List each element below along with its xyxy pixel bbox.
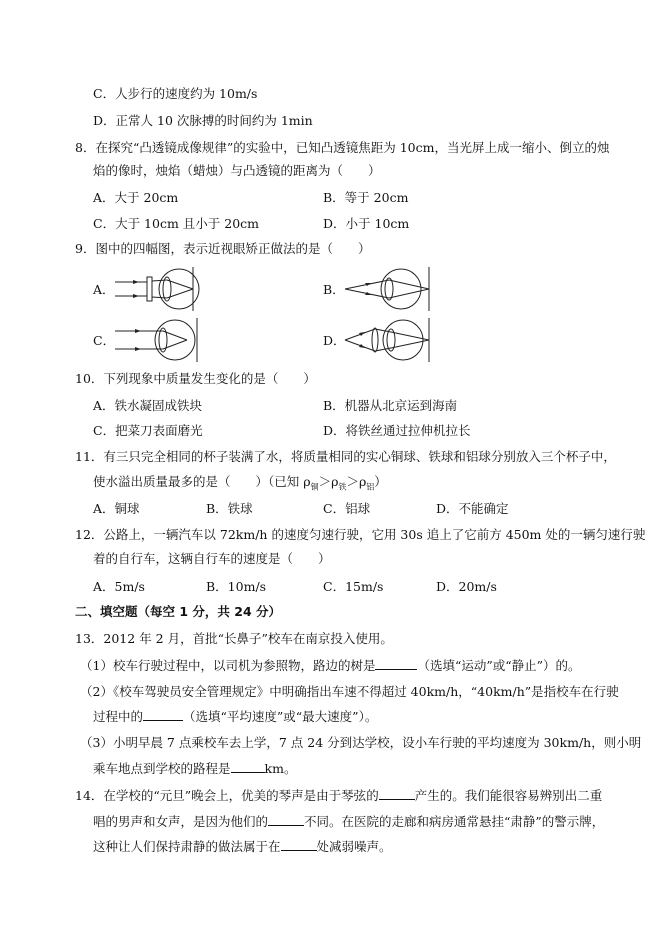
q7-option-c: C．人步行的速度约为 10m/s [93, 86, 258, 101]
q14-blank-2 [268, 813, 304, 826]
q9-figure-a [113, 265, 203, 313]
q10-option-a: A．铁水凝固成铁块 [93, 398, 203, 413]
q9-figure-b [343, 265, 435, 313]
q11-gt1: ＞ρ [318, 474, 339, 489]
q12-option-d: D．20m/s [436, 579, 497, 594]
q8-option-c: C．大于 10cm 且小于 20cm [93, 216, 260, 231]
q11-stem-line2-post: ） [374, 474, 387, 489]
q10-option-d: D．将铁丝通过拉伸机拉长 [323, 423, 471, 438]
q11-stem-line2-pre: 使水溢出质量最多的是（ ）（已知 ρ [93, 474, 311, 489]
q8-stem-line1: 8．在探究“凸透镜成像规律”的实验中，已知凸透镜焦距为 10cm，当光屏上成一缩小、倒立的烛 [75, 140, 610, 155]
q14-line3-pre: 这种让人们保持肃静的做法属于在 [93, 839, 281, 854]
q13-part1-post: （选填“运动”或“静止”）的。 [417, 658, 581, 673]
q9-option-c-label: C． [93, 333, 116, 348]
q13-stem: 13．2012 年 2 月，首批“长鼻子”校车在南京投入使用。 [75, 631, 393, 646]
q13-blank-1 [375, 657, 417, 670]
section-heading: 二、填空题（每空 1 分，共 24 分） [75, 604, 282, 619]
q11-gt2: ＞ρ [346, 474, 367, 489]
q11-option-a: A．铜球 [93, 501, 140, 516]
q11-rho-al-sub: 铝 [366, 482, 375, 492]
q11-option-d: D．不能确定 [436, 501, 509, 516]
q10-option-c: C．把菜刀表面磨光 [93, 423, 203, 438]
q12-option-c: C．15m/s [323, 579, 384, 594]
q9-figure-c [113, 316, 203, 364]
q13-part3-pre: 乘车地点到学校的路程是 [93, 761, 231, 776]
q13-part1-pre: （1）校车行驶过程中，以司机为参照物，路边的树是 [80, 658, 376, 673]
q9-option-b-label: B． [323, 282, 345, 297]
q8-option-b: B．等于 20cm [323, 190, 409, 205]
q13-blank-2 [143, 708, 183, 721]
q14-line3 [93, 838, 392, 856]
q14-line1 [75, 787, 602, 805]
q14-line3-post: 处减弱噪声。 [316, 839, 392, 854]
q10-stem: 10．下列现象中质量发生变化的是（ ） [75, 371, 316, 386]
q11-option-c: C．铝球 [323, 501, 371, 516]
q14-line2-pre: 唱的男声和女声，是因为他们的 [93, 814, 269, 829]
q14-line2-post: 不同。在医院的走廊和病房通常悬挂“肃静”的警示牌， [304, 814, 605, 829]
q13-part2-line1: （2）《校车驾驶员安全管理规定》中明确指出车速不得超过 40km/h，“40km/h”是指校车在行驶 [80, 684, 619, 699]
q9-stem: 9．图中的四幅图，表示近视眼矫正做法的是（ ） [75, 241, 371, 256]
q9-option-a-label: A． [93, 282, 115, 297]
q12-option-b: B．10m/s [206, 579, 267, 594]
q11-rho-cu-sub: 铜 [310, 482, 319, 492]
q12-option-a: A．5m/s [93, 579, 145, 594]
q14-line1-pre: 14．在学校的“元旦”晚会上，优美的琴声是由于琴弦的 [75, 788, 379, 803]
q11-stem-line1: 11．有三只完全相同的杯子装满了水，将质量相同的实心铜球、铁球和铝球分别放入三个杯子中， [75, 449, 616, 464]
q10-option-b: B．机器从北京运到海南 [323, 398, 458, 413]
q7-option-d: D．正常人 10 次脉搏的时间约为 1min [93, 113, 313, 128]
q11-option-b: B．铁球 [206, 501, 253, 516]
q13-part3-line1: （3）小明早晨 7 点乘校车去上学，7 点 24 分到达学校，设小车行驶的平均速度为 30km/h，则小明 [80, 735, 642, 750]
q14-blank-3 [281, 838, 317, 851]
q13-part2-pre: 过程中的 [93, 709, 144, 724]
q8-stem-line2: 焰的像时，烛焰（蜡烛）与凸透镜的距离为（ ） [93, 163, 381, 178]
q13-part2-line2 [93, 708, 377, 726]
q13-part3-line2 [93, 760, 296, 778]
q12-stem-line2: 着的自行车，这辆自行车的速度是（ ） [93, 551, 331, 566]
q8-option-a: A．大于 20cm [93, 190, 179, 205]
q13-part3-post: km。 [264, 761, 297, 776]
q13-blank-3 [231, 760, 265, 773]
q9-figure-d [343, 316, 435, 364]
q14-line2 [93, 813, 604, 831]
q12-stem-line1: 12．公路上，一辆汽车以 72km/h 的速度匀速行驶，它用 30s 追上了它前方 450m 处的一辆匀速行驶 [75, 527, 646, 542]
q14-blank-1 [379, 787, 415, 800]
q11-stem-line2 [93, 473, 387, 497]
q14-line1-post: 产生的。我们能很容易辨别出二重 [414, 788, 603, 803]
q9-option-d-label: D． [323, 333, 346, 348]
q13-part1 [80, 657, 581, 675]
q8-option-d: D．小于 10cm [323, 216, 410, 231]
q11-rho-fe-sub: 铁 [338, 482, 347, 492]
q13-part2-post: （选填“平均速度”或“最大速度”）。 [183, 709, 378, 724]
